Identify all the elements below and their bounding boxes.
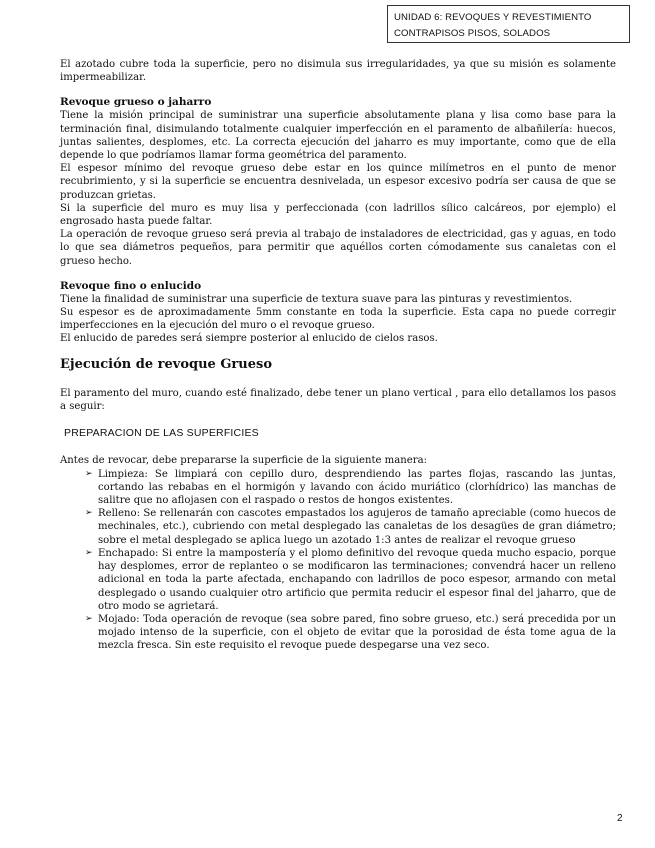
- unit-header-line-1: UNIDAD 6: REVOQUES Y REVESTIMIENTO: [394, 12, 592, 23]
- revoque-fino-paragraph: Su espesor es de aproximadamente 5mm constante en toda la superficie. Esta capa no puede corregir imperfecciones en la ejecución del muro o el revoque grueso.: [60, 307, 616, 332]
- step-text: Enchapado: Si entre la mampostería y el plomo definitivo del revoque queda mucho espacio, porque hay desplomes, error de replanteo o se modificaron las terminaciones; convendrá hacer un relleno adicional en toda la parte afectada, enchapando con ladrillos de poco espesor, armando con metal desplegado o usando cualquier otro artificio que permita reducir el espesor final del jaharro, que de otro modo se agrietará.: [98, 547, 616, 612]
- revoque-grueso-paragraph: El espesor mínimo del revoque grueso debe estar en los quince milímetros en el punto de menor recubrimiento, y si la superficie se encuentra desnivelada, un espesor excesivo podría ser causa de que se produzcan grietas.: [60, 163, 616, 201]
- revoque-grueso-paragraph: Tiene la misión principal de suministrar una superficie absolutamente plana y lisa como base para la terminación final, disimulando totalmente cualquier imperfección en el paramento de albañilería: huecos, juntas salientes, desplomes, etc. La correcta ejecución del jaharro es muy importante, como que de ella depende lo que podríamos llamar forma geométrica del paramento.: [60, 110, 616, 162]
- list-item: [85, 468, 616, 508]
- step-text: Relleno: Se rellenarán con cascotes empastados los agujeros de tamaño apreciable (como huecos de mechinales, etc.), cubriendo con metal desplegado las canaletas de los desagües de gran diámetro; sobre el metal desplegado se aplica luego un azotado 1:3 antes de realizar el revoque grueso: [98, 508, 616, 546]
- document-body: [60, 58, 616, 653]
- list-item: [85, 613, 616, 653]
- preparacion-subheading: PREPARACION DE LAS SUPERFICIES: [64, 427, 259, 440]
- steps-list: [60, 468, 616, 653]
- list-item: [85, 507, 616, 547]
- arrow-bullet-icon: ➢: [85, 508, 93, 519]
- revoque-fino-paragraph: Tiene la finalidad de suministrar una superficie de textura suave para las pinturas y revestimientos.: [60, 293, 573, 305]
- revoque-grueso-heading: Revoque grueso o jaharro: [60, 96, 212, 109]
- revoque-grueso-paragraph: Si la superficie del muro es muy lisa y perfeccionada (con ladrillos sílico calcáreos, por ejemplo) el engrosado hasta puede faltar.: [60, 202, 616, 228]
- arrow-bullet-icon: ➢: [85, 547, 93, 558]
- list-item: [85, 547, 616, 613]
- revoque-fino-paragraph: El enlucido de paredes será siempre posterior al enlucido de cielos rasos.: [60, 333, 438, 345]
- unit-header-line-2: CONTRAPISOS PISOS, SOLADOS: [394, 28, 551, 39]
- step-text: Mojado: Toda operación de revoque (sea sobre pared, fino sobre grueso, etc.) será precedida por un mojado intenso de la superficie, con el objeto de evitar que la porosidad de ésta tome agua de la mezcla fresca. Sin este requisito el revoque puede despegarse una vez seco.: [98, 613, 616, 652]
- ejecucion-heading: Ejecución de revoque Grueso: [60, 356, 272, 372]
- revoque-fino-heading: Revoque fino o enlucido: [60, 279, 202, 292]
- arrow-bullet-icon: ➢: [85, 468, 93, 479]
- arrow-bullet-icon: ➢: [85, 613, 93, 624]
- unit-header-box: [387, 5, 630, 43]
- revoque-grueso-paragraph: La operación de revoque grueso será previa al trabajo de instaladores de electricidad, gas y aguas, en todo lo que sea diámetros pequeños, para permitir que aquéllos corten cómodamente sus canaletas con el grueso hecho.: [60, 229, 616, 267]
- page-number: 2: [617, 813, 623, 824]
- antes-paragraph: Antes de revocar, debe prepararse la superficie de la siguiente manera:: [60, 455, 427, 467]
- step-text: Limpieza: Se limpiará con cepillo duro, desprendiendo las partes flojas, rascando las juntas, cortando las rebabas en el hormigón y lavando con ácido muriático (clorhídrico) las manchas de salitre que no aflojasen con el raspado o restos de hongos existentes.: [98, 468, 616, 507]
- intro-paragraph: El azotado cubre toda la superficie, pero no disimula sus irregularidades, ya que su misión es solamente impermeabilizar.: [60, 59, 616, 84]
- ejecucion-intro: El paramento del muro, cuando esté finalizado, debe tener un plano vertical , para ello detallamos los pasos a seguir:: [60, 387, 616, 413]
